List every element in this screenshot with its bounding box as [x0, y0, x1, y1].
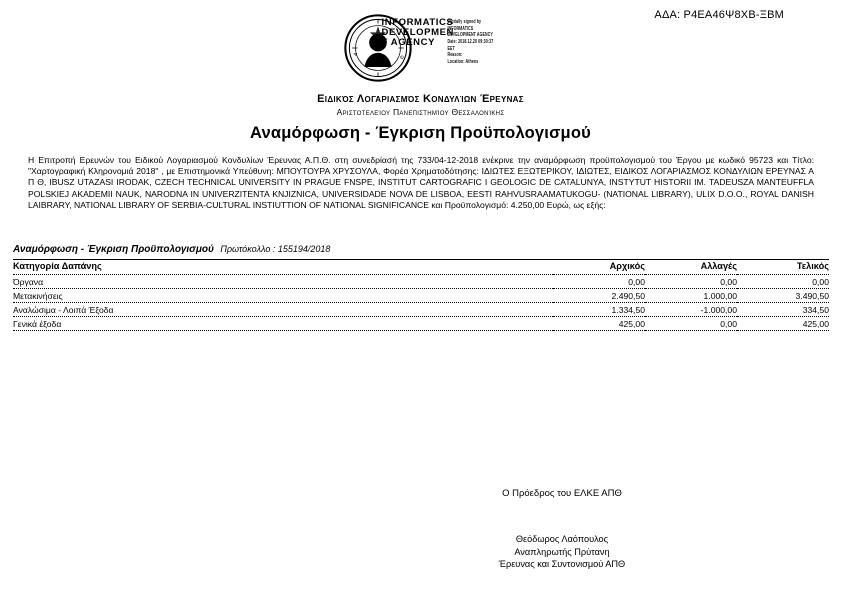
cell-changes: 0,00 [645, 317, 737, 331]
table-header-row [13, 261, 829, 275]
signature-stamp-line-3: T AGENCY [381, 36, 436, 48]
cell-changes: 0,00 [645, 275, 737, 289]
signature-block-inner [499, 533, 625, 571]
digital-signature-details [448, 19, 494, 66]
cell-final: 0,00 [737, 275, 829, 289]
budget-table [13, 261, 829, 331]
body-paragraph: Η Επιτροπή Ερευνών του Ειδικού Λογαριασμού Κονδυλίων Έρευνας Α.Π.Θ. στη συνεδρίασή της 733/04-12-2018 ενέκρινε την αναμόρφωση προϋπολογισμού του Έργου με κωδικό 95723 και Τίτλο: "Χαρτογραφική Κληρονομιά 2018" , με Επιστημονικά Υπεύθυνη: ΜΠΟΥΤΟΥΡΑ ΧΡΥΣΟΥΛΑ, Φορέα Χρηματοδότησης: ΙΔΙΩΤΕΣ ΕΞΩΤΕΡΙΚΟΥ, ΙΔΙΩΤΕΣ, ΕΙΔΙΚΟΣ ΛΟΓΑΡΙΑΣΜΟΣ ΚΟΝΔΥΛΙΩΝ ΕΡΕΥΝΑΣ Α Π Θ, IBUSZ UTAZASI IRODAK, CZECH TECHNICAL UNIVERSITY IN PRAGUE FNSPE, INSTITUT CARTOGRAFIC I GEOLOGIC DE CATALUNYA, INSTYTUT HISTORII IM. TADEUSZA MANTEUFFLA POLSKIEJ AKADEMII NAUK, NARODNA IN UNIVERZITENTA KNJIZNICA, UNIVERSIDADE NOVA DE LISBOA, EESTI RAHVUSRAAMATUKOGU- (NATIONAL LIBRARY), ULIX D.O.O., ROYAL DANISH LAIBRARY, NATIONAL LIBRARY OF SERBIA-CULTURAL INSTIUTTION OF NATIONAL SIGNIFICANCE και Προϋπολογισμό: 4.250,00 Ευρώ, ως εξής: [28, 155, 814, 210]
cell-changes: -1.000,00 [645, 303, 737, 317]
signer-title-line-2: Έρευνας και Συντονισμού ΑΠΘ [498, 559, 626, 569]
cell-final: 3.490,50 [737, 289, 829, 303]
table-row [13, 275, 829, 289]
page-title: Αναμόρφωση - Έγκριση Προϋπολογισμού [250, 124, 591, 142]
column-header-changes: Αλλαγές [700, 261, 737, 271]
signer-role: Ο Πρόεδρος του ΕΛΚΕ ΑΠΘ [502, 488, 622, 499]
cell-initial: 1.334,50 [553, 303, 645, 317]
signature-stamp-line-1: INFORMATICS [381, 17, 454, 28]
table-row [13, 289, 829, 303]
signature-detail-4: EET [447, 45, 455, 52]
signer-role-container [0, 488, 841, 499]
signer-name: Θεόδωρος Λαόπουλος [515, 534, 609, 544]
emblem-wrapper [336, 12, 506, 84]
cell-category: Μετακινήσεις [13, 289, 553, 303]
body-paragraph-container [28, 155, 814, 211]
signature-detail-3: Date: 2018.12.20 09:30:37 [447, 39, 494, 45]
cell-changes: 1.000,00 [645, 289, 737, 303]
cell-category: Αναλώσιμα - Λοιπά Έξοδα [13, 303, 553, 317]
column-header-initial: Αρχικός [609, 261, 645, 271]
svg-text:Θ: Θ [397, 55, 404, 61]
table-row [13, 303, 829, 317]
cell-initial: 425,00 [553, 317, 645, 331]
section-band-protocol: Πρωτόκολλο : 155194/2018 [220, 244, 331, 254]
cell-final: 425,00 [737, 317, 829, 331]
signature-stamp-line-2: DEVELOPMEN [381, 26, 455, 38]
column-header-final: Τελικός [796, 261, 829, 271]
signature-detail-2: DEVELOPMENT AGENCY [447, 32, 493, 38]
document-header [0, 12, 841, 117]
section-band-title: Αναμόρφωση - Έγκριση Προϋπολογισμού [13, 244, 214, 255]
signature-detail-6: Location: Athens [447, 59, 479, 65]
column-header-category: Κατηγορία Δαπάνης [13, 261, 102, 271]
organization-name: Ειδικός Λογαριασμός Κονδυλίων Έρευνας [317, 93, 524, 105]
cell-initial: 2.490,50 [553, 289, 645, 303]
cell-category: Όργανα [13, 275, 553, 289]
ada-code: ΑΔΑ: Ρ4ΕΑ46Ψ8ΧΒ-ΞΒΜ [654, 9, 784, 21]
section-band [13, 239, 829, 260]
signature-detail-5: Reason: [447, 52, 463, 58]
svg-text:A: A [352, 52, 359, 57]
signature-block [0, 533, 841, 571]
signer-title-line-1: Αναπληρωτής Πρύτανη [514, 546, 610, 557]
signature-detail-0: Digitally signed by [447, 19, 482, 25]
cell-final: 334,50 [737, 303, 829, 317]
digital-signature-stamp [382, 18, 455, 48]
organization-university: Αριστοτελείου Πανεπιστημίου Θεσσαλονίκης [336, 107, 505, 117]
cell-category: Γενικά έξοδα [13, 317, 553, 331]
signature-detail-1: INFORMATICS [447, 25, 474, 32]
table-row [13, 317, 829, 331]
cell-initial: 0,00 [553, 275, 645, 289]
